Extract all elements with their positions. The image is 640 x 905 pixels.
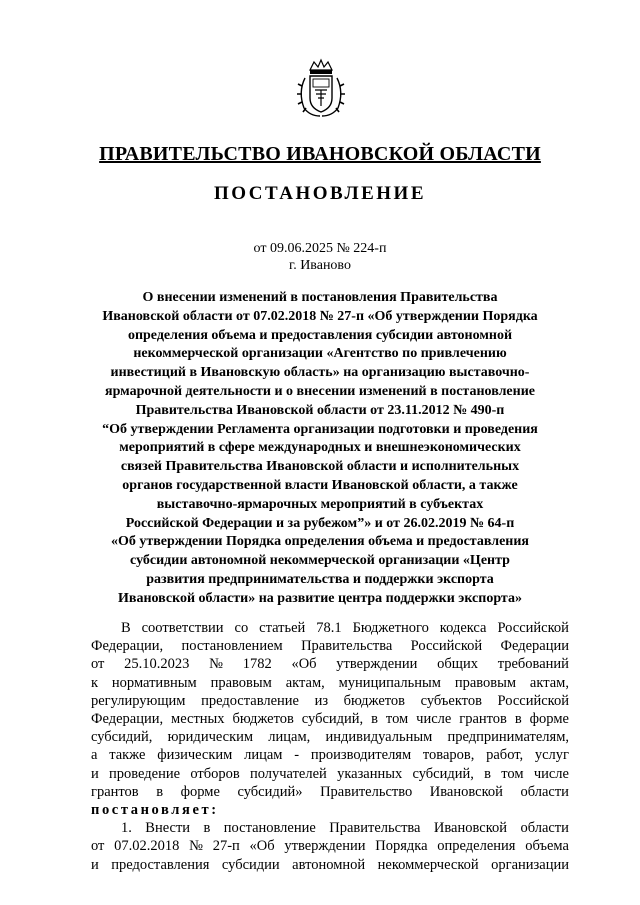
word: 25.10.2023 [124,656,190,673]
word: том [385,711,409,728]
word: форме [180,783,220,800]
heading-line: Правительства Ивановской области от 23.11.2012 № 490-п [135,402,505,418]
word: Ивановской [433,820,508,837]
word: некоммерческой [377,856,479,873]
word: актам, [285,674,325,691]
text-line [91,637,569,655]
paragraph-preamble [91,619,569,801]
word: предоставления [111,856,210,873]
heading-line: Российской Федерации и за рубежом”» и от 26.02.2019 № 64-п [125,515,515,531]
word: постановлением [181,638,283,655]
word: Федерации, [91,711,164,728]
document-type: ПОСТАНОВЛЕНИЕ [213,183,427,204]
word: предпринимателям, [447,729,569,746]
heading-line: “Об утверждении Регламента организации подготовки и проведения [102,421,538,437]
word: Федерации [500,638,569,655]
text-line [91,655,569,673]
word: Российской [410,638,483,655]
word: товаров, [422,747,475,764]
word: индивидуальным [325,729,433,746]
word: 1. [121,820,132,837]
word: нормативным [111,674,197,691]
text-line [91,692,569,710]
word: № [189,838,203,855]
word: от [91,838,105,855]
word: В [121,620,131,636]
heading-line: связей Правительства Ивановской области и исполнительных [120,459,520,475]
word: грантов [459,711,507,728]
document-meta [0,240,640,274]
word: 07.02.2018 [114,838,180,855]
word: Внести [145,820,191,837]
word: определения [437,838,516,855]
word: отборов [190,765,240,782]
word: в [514,711,522,728]
word: из [314,692,329,709]
document-heading [82,289,558,609]
word: Правительство [320,783,413,800]
word: «Об [291,656,317,673]
word: субъектов [420,692,482,709]
word: а [91,747,98,764]
heading-line: органов государственной власти Ивановской области, а также [122,477,518,493]
word: проведение [109,765,181,782]
text-line [91,856,569,874]
text-line [91,710,569,728]
heading-line: мероприятий в сфере международных и внешнеэкономических [119,440,521,456]
word: Российской [497,692,569,709]
decree-line [91,801,569,819]
word: области [520,783,569,800]
word: Российской [497,620,569,636]
word: том [501,765,524,782]
word: бюджетов [343,692,405,709]
word: 1782 [242,656,272,673]
date-number: от 09.06.2025 № 224-п [253,241,387,256]
word: в [203,820,211,837]
word: статьей [259,620,306,636]
word: Правительства [301,638,393,655]
decree-word: постановляет: [91,802,219,819]
word: Бюджетного [352,620,429,636]
heading-line: некоммерческой организации «Агентство по привлечению [133,346,507,362]
word: - [294,747,300,764]
word: № [209,656,223,673]
word: услуг [534,747,569,764]
text-line [91,819,569,837]
word: субсидий, [91,729,153,746]
paragraph-item-1 [91,819,569,874]
text-line [91,765,569,783]
word: постановление [223,820,316,837]
word: физическим [157,747,233,764]
word: Порядка [375,838,428,855]
city: г. Иваново [289,258,351,273]
word: субсидий, [301,711,364,728]
word: правовым [210,674,272,691]
word: требований [497,656,569,673]
text-line [91,837,569,855]
word: юридическим [167,729,254,746]
word: 27-п [212,838,240,855]
heading-line: развития предпринимательства и поддержки экспорта [146,571,494,587]
document-body [91,619,569,874]
word: регулирующим [91,692,186,709]
word: утверждении [336,656,418,673]
government-title: ПРАВИТЕЛЬСТВО ИВАНОВСКОЙ ОБЛАСТИ [99,143,541,165]
word: Ивановской [429,783,503,800]
word: в [156,783,164,800]
word: лицам, [268,729,311,746]
heading-line: Ивановской области от 07.02.2018 № 27-п «Об утверждении Порядка [102,308,538,324]
word: получателей [249,765,327,782]
word: организации [491,856,569,873]
word: области [520,820,569,837]
word: числе [416,711,452,728]
word: и [91,765,99,782]
ivanovo-coat-of-arms-icon [296,58,346,120]
word: субсидий» [237,783,303,800]
word: объема [525,838,569,855]
word: кодекса [439,620,487,636]
heading-line: О внесении изменений в постановления Правительства [142,290,498,305]
heading-line: «Об утверждении Порядка определения объема и предоставления [110,534,530,550]
word: бюджетов [232,711,294,728]
word: производителям [310,747,412,764]
text-line [91,746,569,764]
heading-line: субсидии автономной некоммерческой организации «Центр [130,553,510,569]
text-line [91,728,569,746]
word: указанных [337,765,403,782]
word: в [484,765,492,782]
heading-line: Ивановской области» на развитие центра поддержки экспорта» [118,590,522,606]
word: актам, [529,674,569,691]
heading-line: определения объема и предоставления субсидии автономной [127,327,513,343]
heading-line: выставочно-ярмарочных мероприятий в субъектах [156,496,484,512]
word: утверждении [284,838,366,855]
word: к [91,674,99,691]
heading-line: инвестиций в Ивановскую область» на организацию выставочно- [110,365,530,381]
word: соответствии [141,620,224,636]
word: общих [437,656,478,673]
word: субсидий, [412,765,474,782]
word: автономной [292,856,366,873]
heading-line: ярмарочной деятельности и о внесении изменений в постановление [105,383,535,399]
word: субсидии [221,856,280,873]
coat-of-arms-emblem [296,58,346,120]
word: числе [533,765,569,782]
word: правовым [454,674,517,691]
word: в [371,711,378,728]
word: предоставление [201,692,299,709]
word: лицам [244,747,283,764]
word: работ, [486,747,524,764]
word: от [91,656,105,673]
word: Федерации, [91,638,164,655]
word: грантов [91,783,139,800]
word: местных [171,711,225,728]
text-line [91,783,569,801]
word: «Об [249,838,275,855]
word: и [91,856,99,873]
word: 78.1 [316,620,342,636]
word: форме [529,711,569,728]
text-line [91,619,569,637]
word: Правительства [329,820,421,837]
text-line [91,674,569,692]
word: со [234,620,249,636]
word: муниципальным [338,674,441,691]
word: также [109,747,146,764]
